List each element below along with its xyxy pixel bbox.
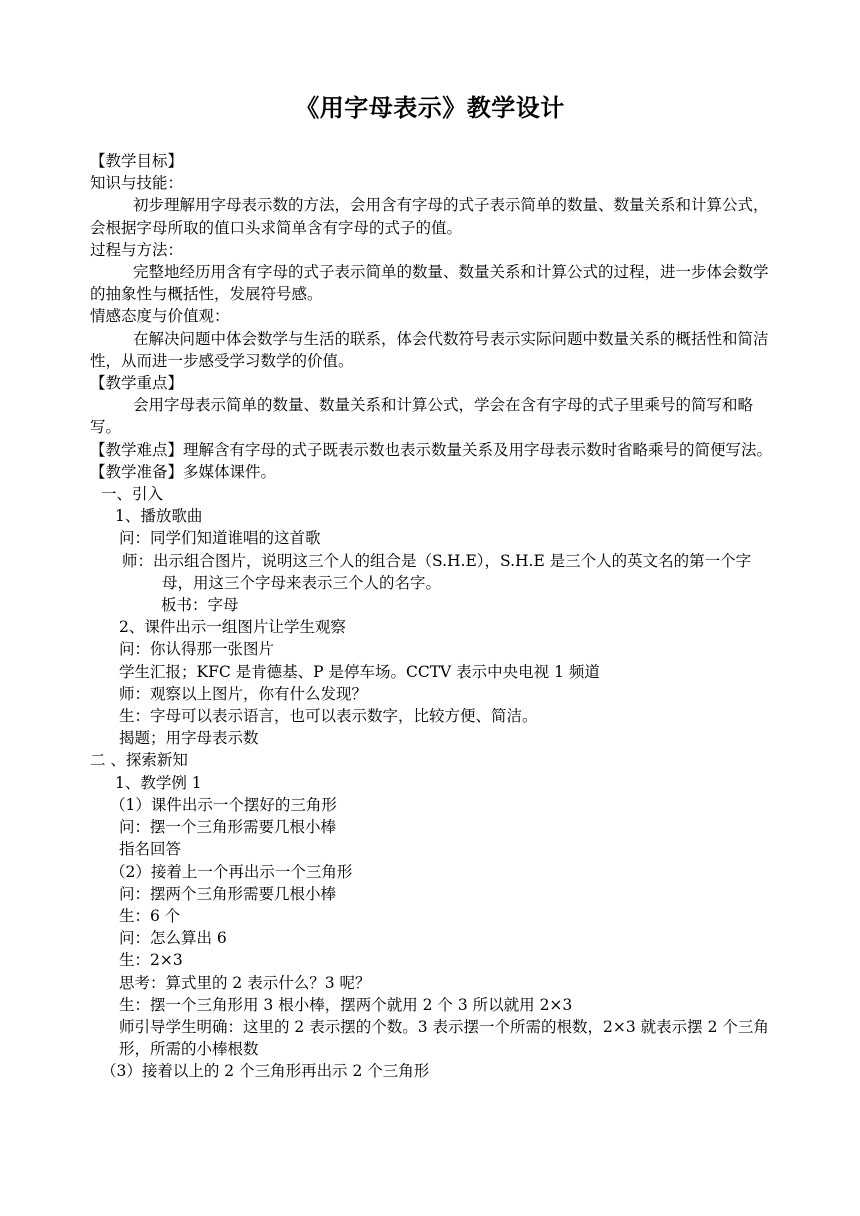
dialogue-line: 指名回答 (119, 840, 182, 859)
paragraph: 【教学难点】理解含有字母的式子既表示数也表示数量关系及用字母表示数时省略乘号的简便写法。 (90, 440, 773, 459)
paragraph: 初步理解用字母表示数的方法，会用含有字母的式子表示简单的数量、数量关系和计算公式，会根据字母所取的值口头求简单含有字母的式子的值。 (90, 196, 769, 237)
dialogue-line: 师：出示组合图片，说明这三个人的组合是（S.H.E），S.H.E 是三个人的英文名的第一个字母，用这三个字母来表示三个人的名字。 (122, 551, 752, 592)
dialogue-line: 思考：算式里的 2 表示什么？3 呢？ (119, 973, 371, 992)
section-heading: 【教学重点】 (90, 374, 184, 393)
dialogue-line: 问：怎么算出 6 (119, 929, 227, 948)
paragraph: 【教学准备】多媒体课件。 (90, 462, 277, 481)
document-body (90, 150, 782, 1083)
dialogue-line: 生：2×3 (119, 951, 183, 970)
dialogue-line: 生：摆一个三角形用 3 根小棒，摆两个就用 2 个 3 所以就用 2×3 (119, 995, 573, 1014)
dialogue-line: 问：摆一个三角形需要几根小棒 (119, 818, 337, 837)
list-item: （3）接着以上的 2 个三角形再出示 2 个三角形 (101, 1062, 430, 1081)
list-item: 1、教学例 1 (115, 773, 202, 792)
list-item: （2）接着上一个再出示一个三角形 (110, 862, 353, 881)
list-item: 1、播放歌曲 (115, 507, 203, 526)
blackboard-note: 板书：字母 (161, 596, 239, 615)
document-title: 《用字母表示》教学设计 (295, 93, 565, 122)
paragraph: 完整地经历用含有字母的式子表示简单的数量、数量关系和计算公式的过程，进一步体会数学的抽象性与概括性，发展符号感。 (90, 263, 769, 304)
subsection-heading: 情感态度与价值观： (90, 307, 230, 326)
dialogue-line: 师：观察以上图片，你有什么发现？ (119, 684, 368, 703)
paragraph: 会用字母表示简单的数量、数量关系和计算公式，学会在含有字母的式子里乘号的简写和略写。 (90, 396, 754, 437)
paragraph: 在解决问题中体会数学与生活的联系，体会代数符号表示实际问题中数量关系的概括性和简洁性，从而进一步感受学习数学的价值。 (90, 329, 769, 370)
section-heading: 【教学目标】 (90, 152, 184, 170)
dialogue-line: 问：摆两个三角形需要几根小棒 (119, 884, 337, 903)
subsection-heading: 知识与技能： (90, 174, 184, 193)
subsection-heading: 过程与方法： (90, 240, 184, 259)
list-item: （1）课件出示一个摆好的三角形 (110, 795, 337, 814)
dialogue-line: 学生汇报；KFC 是肯德基、P 是停车场。CCTV 表示中央电视 1 频道 (119, 662, 600, 681)
list-item: 2、课件出示一组图片让学生观察 (119, 618, 346, 637)
section-heading: 一、引入 (101, 485, 164, 504)
dialogue-line: 问：你认得那一张图片 (119, 640, 275, 659)
paragraph: 师引导学生明确：这里的 2 表示摆的个数。3 表示摆一个所需的根数，2×3 就表示摆 2 个三角形，所需的小棒根数 (119, 1017, 769, 1059)
dialogue-line: 生：6 个 (119, 906, 181, 925)
dialogue-line: 生：字母可以表示语言，也可以表示数字，比较方便、简洁。 (119, 707, 538, 726)
section-heading: 二 、探索新知 (90, 751, 188, 770)
dialogue-line: 问：同学们知道谁唱的这首歌 (119, 529, 321, 548)
dialogue-line: 揭题；用字母表示数 (119, 729, 259, 748)
